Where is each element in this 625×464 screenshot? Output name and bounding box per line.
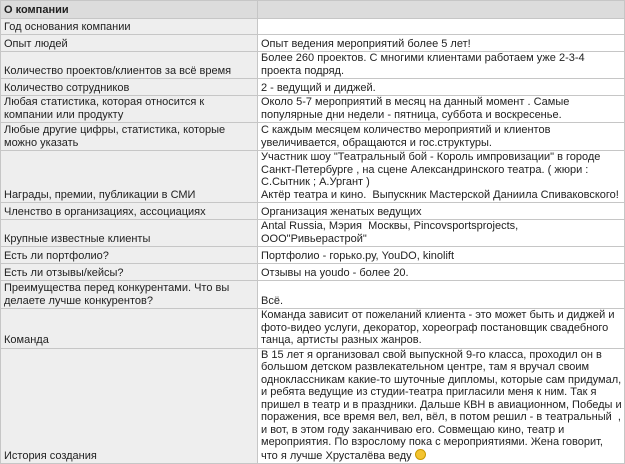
row-label[interactable]: История создания [1, 348, 258, 464]
row-label[interactable]: Преимущества перед конкурентами. Что вы делаете лучше конкурентов? [1, 281, 258, 309]
row-label[interactable]: Любые другие цифры, статистика, которые можно указать [1, 123, 258, 151]
row-label[interactable]: Опыт людей [1, 35, 258, 52]
smiling-face-icon [415, 449, 426, 460]
history-text: В 15 лет я организовал свой выпускной 9-го класса, проходил он в большом детском развлекательном центре, там я вручал своим одноклассникам какие-то шуточные дипломы, которые сам придумал, и ребята ведущие из студии-театра пригласили меня к ним. Так я пришел в театр и в праздники. Дальше КВН в авиационном, Победы и поражения, все время вел, вел, вёл, в потом решил - в театральный , и вот, в этом году заканчиваю его. Совмещаю кино, театр и мероприятия. По взрослому пока с мероприятиями. Жена говорит, что я лучше Хрусталёва веду [261, 348, 625, 462]
header-empty-cell[interactable] [258, 1, 625, 19]
row-value[interactable]: Antal Russia, Мэрия Москвы, Pincovsportsprojects, ООО"Ривьерастрой" [258, 220, 625, 247]
row-label[interactable]: Год основания компании [1, 19, 258, 35]
table-row [1, 19, 625, 35]
table-row [1, 247, 625, 264]
header-cell[interactable]: О компании [1, 1, 258, 19]
row-value[interactable]: Опыт ведения мероприятий более 5 лет! [258, 35, 625, 52]
table-row [1, 79, 625, 96]
row-value[interactable] [258, 348, 625, 464]
row-label[interactable]: Награды, премии, публикации в СМИ [1, 151, 258, 203]
row-value[interactable]: Организация женатых ведущих [258, 203, 625, 220]
table-header-row [1, 1, 625, 19]
row-label[interactable]: Есть ли портфолио? [1, 247, 258, 264]
row-value[interactable]: Участник шоу "Театральный бой - Король импровизации" в городе Санкт-Петербурге , на сцене Александринского театра. ( жюри : С.Сытник ; А.Ургант ) Актёр театра и кино. Выпускник Мастерской Даниила Спиваковского! [258, 151, 625, 203]
table-row [1, 203, 625, 220]
row-value[interactable]: Всё. [258, 281, 625, 309]
row-value[interactable]: С каждым месяцем количество мероприятий и клиентов увеличивается, обращаются и гос.структуры. [258, 123, 625, 151]
row-label[interactable]: Есть ли отзывы/кейсы? [1, 264, 258, 281]
row-label[interactable]: Членство в организациях, ассоциациях [1, 203, 258, 220]
row-label[interactable]: Крупные известные клиенты [1, 220, 258, 247]
row-value[interactable]: Отзывы на youdo - более 20. [258, 264, 625, 281]
table-row [1, 52, 625, 79]
table-row [1, 281, 625, 309]
row-value[interactable]: Более 260 проектов. С многими клиентами работаем уже 2-3-4 проекта подряд. [258, 52, 625, 79]
row-label[interactable]: Количество сотрудников [1, 79, 258, 96]
table-row [1, 35, 625, 52]
row-value[interactable]: Около 5-7 мероприятий в месяц на данный момент . Самые популярные дни недели - пятница, суббота и воскресенье. [258, 96, 625, 123]
table-row [1, 151, 625, 203]
row-label[interactable]: Команда [1, 309, 258, 349]
row-value[interactable]: Команда зависит от пожеланий клиента - это может быть и диджей и фото-видео услуги, декоратор, хореограф постановщик свадебного танца, артисты разных жанров. [258, 309, 625, 349]
table-row [1, 348, 625, 464]
table-row [1, 220, 625, 247]
row-label[interactable]: Любая статистика, которая относится к компании или продукту [1, 96, 258, 123]
row-value[interactable]: 2 - ведущий и диджей. [258, 79, 625, 96]
row-value[interactable] [258, 19, 625, 35]
table-row [1, 264, 625, 281]
table-row [1, 123, 625, 151]
row-label[interactable]: Количество проектов/клиентов за всё время [1, 52, 258, 79]
row-value[interactable]: Портфолио - горько.ру, YouDO, kinolift [258, 247, 625, 264]
table-row [1, 309, 625, 349]
table-row [1, 96, 625, 123]
